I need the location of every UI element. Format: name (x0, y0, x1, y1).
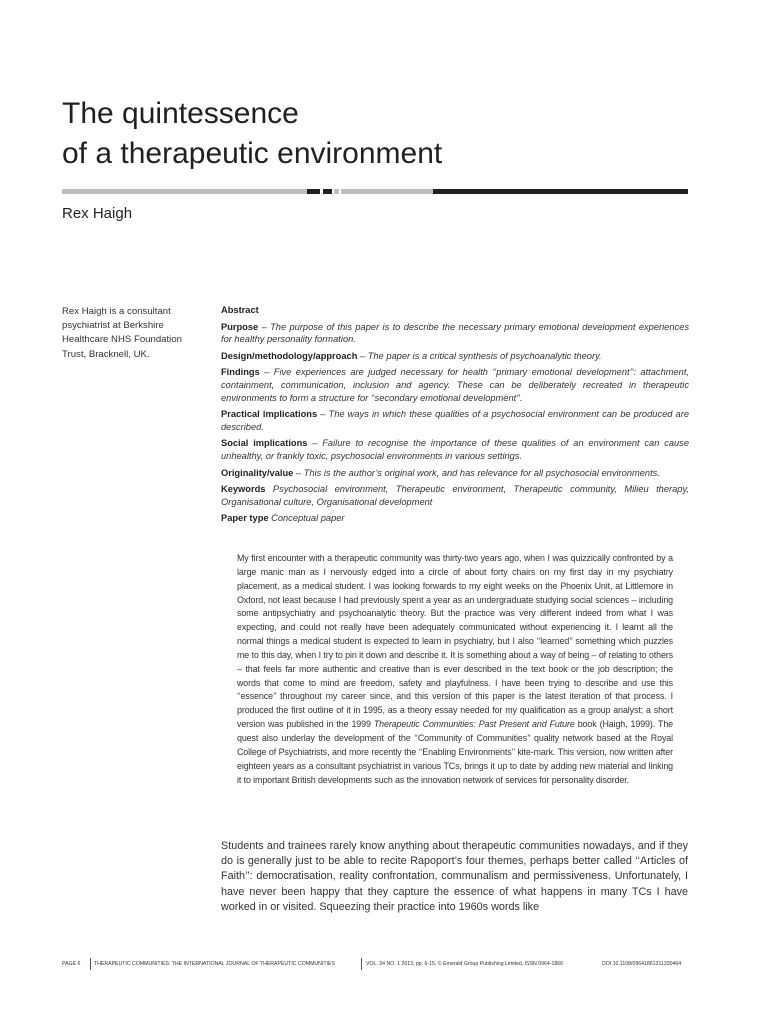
quote-text: book (Haigh, 1999). The quest also underlay the development of the ‘‘Community of Communities’’ quality network based at the Royal College of Psychiatrists, and more recently the ‘‘Enabling Environments’’ kite-mark. This version, now written after eighteen years as a consultant psychiatrist in various TCs, brings it up to date by adding new material and linking it to important British developments such as the innovation network of services for personality disorder. (237, 719, 673, 785)
abstract-label: Findings (221, 367, 260, 378)
introductory-quote (237, 552, 673, 787)
abstract (221, 304, 689, 529)
quote-book-title: Therapeutic Communities: Past Present and Future (373, 719, 575, 730)
rule-segment (166, 189, 307, 194)
abstract-label: Design/methodology/approach (221, 350, 358, 361)
abstract-label: Paper type (221, 513, 269, 524)
quote-text: My first encounter with a therapeutic community was thirty-two years ago, when I was quizzically confronted by a large manic man as I nervously edged into a circle of about forty chairs on my first day in my psychiatry placement, as a medical student. I was looking forwards to my eight weeks on the Phoenix Unit, at Littlemore in Oxford, not least because I had previously spent a year as an undergraduate studying social sciences – including some antipsychiatry and psychoanalytic theory. But the practice was very different indeed from what I was expecting, and could not really have been adequately communicated without experiencing it. I learnt all the normal things a medical student is expected to learn in psychiatry, but I also ‘‘learned’’ something which puzzles me to this day, when I try to pin it down and describe it. It is something about a way of being – of relating to others – that feels far more authentic and creative than is ever described in the text book or the job description; the words that come to mind are freedom, safety and playfulness. I have been trying to describe and use this ‘‘essence’’ throughout my career since, and this version of this paper is the latest iteration of that process. I produced the first outline of it in 1995, as a theory essay needed for my qualification as a group analyst; a short version was published in the 1999 (237, 553, 673, 730)
abstract-item (221, 350, 689, 363)
abstract-item (221, 512, 689, 525)
footer-divider (361, 958, 362, 970)
abstract-text: Psychosocial environment, Therapeutic environment, Therapeutic community, Milieu therapy, Organisational culture, Organisational development (221, 484, 689, 507)
abstract-item (221, 366, 689, 404)
abstract-item (221, 408, 689, 433)
abstract-label: Purpose (221, 321, 259, 332)
abstract-item (221, 467, 689, 480)
abstract-label: Keywords (221, 484, 266, 495)
abstract-text: – The paper is a critical synthesis of psychoanalytic theory. (357, 350, 602, 361)
abstract-label: Practical implications (221, 409, 318, 420)
rule-segment (62, 189, 166, 194)
abstract-item (221, 483, 689, 508)
abstract-heading: Abstract (221, 305, 259, 315)
abstract-text: – The purpose of this paper is to describe the necessary primary emotional development experiences for healthy personality formation. (221, 321, 689, 345)
author-affiliation: Rex Haigh is a consultant psychiatrist at Berkshire Healthcare NHS Foundation Trust, Bracknell, UK. (62, 306, 182, 360)
footer-volume: VOL. 34 NO. 1 2013, pp. 6-15, © Emerald Group Publishing Limited, ISSN 0964-1866 (366, 961, 564, 967)
rule-segment (341, 189, 433, 194)
abstract-label: Originality/value (221, 467, 294, 478)
body-paragraph: Students and trainees rarely know anything about therapeutic communities nowadays, and if they do is generally just to be able to recite Rapoport’s four themes, perhaps better called ‘‘Articles of Faith’’: democratisation, reality confrontation, communalism and permissiveness. Unfortunately, I have never been happy that they capture the essence of what happens in many TCs I have worked in or visited. Squeezing their practice into 1960s words like (221, 840, 688, 913)
footer-page-number: PAGE 6 (62, 961, 81, 967)
page-footer (62, 958, 702, 970)
rule-segment (307, 189, 320, 194)
title-line-1: The quintessence (62, 97, 299, 130)
rule-segment (433, 189, 688, 194)
article-title (62, 94, 442, 174)
abstract-text: – Failure to recognise the importance of these qualities of an environment can cause unhealthy, or frankly toxic, psychosocial environments in various settings. (221, 438, 690, 461)
author-name: Rex Haigh (62, 205, 133, 222)
footer-journal: THERAPEUTIC COMMUNITIES: THE INTERNATIONAL JOURNAL OF THERAPEUTIC COMMUNITIES (94, 961, 335, 967)
footer-doi: DOI 10.1108/09641861311330464 (602, 961, 682, 967)
rule-segment (334, 189, 339, 194)
abstract-item (221, 437, 689, 462)
footer-divider (90, 958, 91, 970)
abstract-text: – Five experiences are judged necessary for health ‘‘primary emotional development’’: attachment, containment, communication, inclusion and agency. These can be deliberately recreated in therapeutic environments to form a structure for ‘‘secondary emotional development’’. (221, 367, 689, 403)
rule-segment (323, 189, 332, 194)
abstract-item (221, 321, 689, 346)
title-line-2: of a therapeutic environment (62, 137, 443, 170)
abstract-text: – The ways in which these qualities of a psychosocial environment can be produced are described. (221, 409, 689, 432)
abstract-label: Social implications (221, 438, 308, 449)
abstract-text: – This is the author’s original work, and has relevance for all psychosocial environments. (293, 467, 660, 478)
abstract-text: Conceptual paper (268, 513, 345, 524)
